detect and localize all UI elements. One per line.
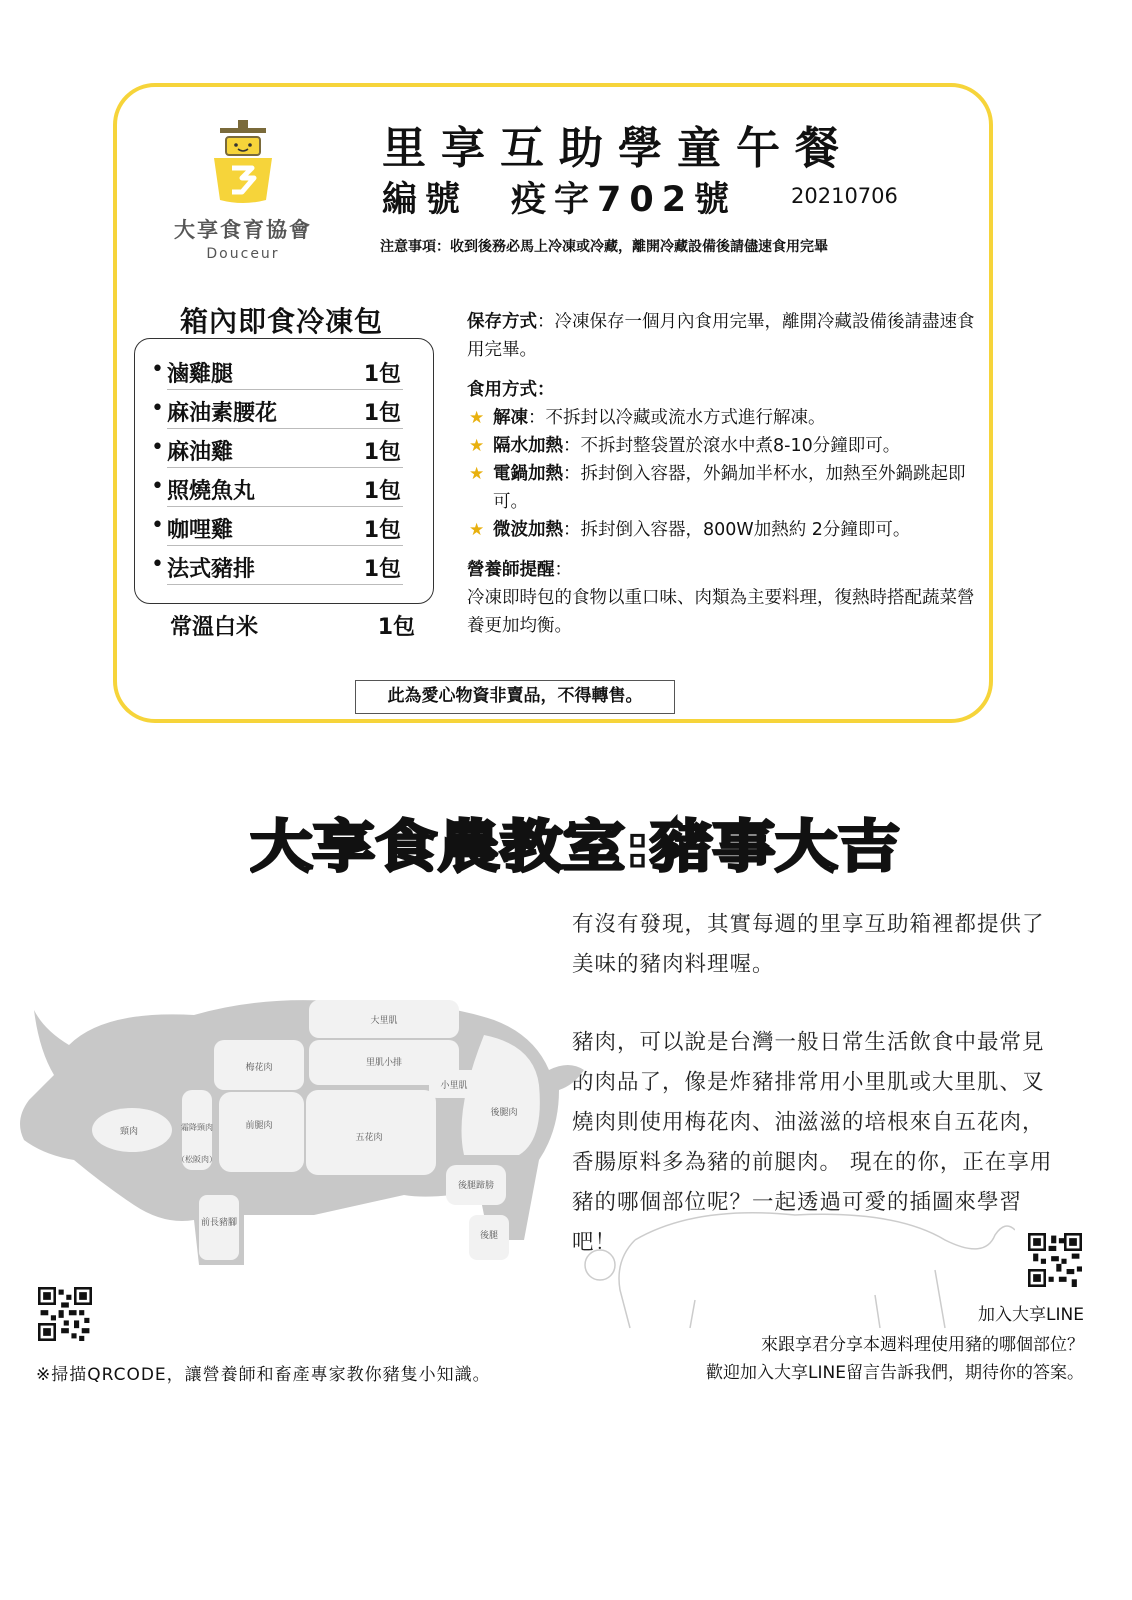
not-for-sale-note: 此為愛心物資非賣品，不得轉售。 xyxy=(355,680,675,714)
step-thaw: ★ 解凍：不拆封以冷藏或流水方式進行解凍。 xyxy=(467,404,977,432)
bullet-icon: • xyxy=(151,435,164,460)
item-qty: 1包 xyxy=(363,362,401,387)
rice-name: 常溫白米 xyxy=(170,615,259,640)
list-item xyxy=(151,507,417,546)
svg-text:梅花肉: 梅花肉 xyxy=(245,1063,273,1073)
list-item xyxy=(151,468,417,507)
step-microwave: ★ 微波加熱：拆封倒入容器，800W加熱約 2分鐘即可。 xyxy=(467,516,977,544)
step-rice-cooker: ★ 電鍋加熱：拆封倒入容器，外鍋加半杯水，加熱至外鍋跳起即可。 xyxy=(467,460,977,516)
item-qty: 1包 xyxy=(363,479,401,504)
item-list xyxy=(134,338,434,604)
svg-text:後腿蹄膀: 後腿蹄膀 xyxy=(457,1181,495,1191)
bullet-icon: • xyxy=(151,357,164,382)
nutrition-label: 營養師提醒 xyxy=(467,560,555,580)
logo-name: 大享食育協會 xyxy=(174,218,312,242)
join-line-link: 加入大享LINE xyxy=(978,1305,1084,1325)
item-name: 麻油雞 xyxy=(167,440,234,465)
nutrition-text: 冷凍即時包的食物以重口味、肉類為主要料理，復熱時搭配蔬菜營養更加均衡。 xyxy=(467,588,975,636)
item-name: 法式豬排 xyxy=(167,557,256,582)
serial-number: 編號 疫字702號 xyxy=(382,180,738,220)
date: 20210706 xyxy=(791,184,898,208)
pig-outline-decoration xyxy=(575,1200,1015,1330)
divider xyxy=(167,584,403,585)
classroom-title xyxy=(250,810,910,880)
svg-text:大享食農教室:豬事大吉: 大享食農教室:豬事大吉 xyxy=(250,815,900,880)
svg-text:里肌小排: 里肌小排 xyxy=(365,1058,403,1068)
qrcode-icon[interactable] xyxy=(38,1287,92,1341)
item-qty: 1包 xyxy=(363,518,401,543)
page-title: 里享互助學童午餐 xyxy=(382,123,854,174)
storage-label: 保存方式 xyxy=(467,312,537,332)
bullet-icon: • xyxy=(151,474,164,499)
svg-text:小里肌: 小里肌 xyxy=(440,1081,468,1091)
notice: 注意事項：收到後務必馬上冷凍或冷藏，離開冷藏設備後請儘速食用完畢 xyxy=(380,239,828,255)
item-qty: 1包 xyxy=(363,401,401,426)
star-icon: ★ xyxy=(469,408,485,428)
svg-text:頸肉: 頸肉 xyxy=(119,1127,139,1137)
list-item xyxy=(151,351,417,390)
list-item xyxy=(151,390,417,429)
pig-cuts-diagram xyxy=(14,990,604,1290)
box-title: 箱內即食冷凍包 xyxy=(180,305,384,338)
line-message-1: 來跟享君分享本週料理使用豬的哪個部位？ xyxy=(761,1335,1084,1355)
bullet-icon: • xyxy=(151,552,164,577)
usage-label: 食用方式： xyxy=(467,380,555,400)
svg-text:大里肌: 大里肌 xyxy=(370,1016,398,1026)
svg-text:後腿: 後腿 xyxy=(479,1231,499,1241)
logo-sub: Douceur xyxy=(206,246,280,262)
star-icon: ★ xyxy=(469,436,485,456)
item-qty: 1包 xyxy=(363,440,401,465)
item-name: 照燒魚丸 xyxy=(167,479,256,504)
rice-item xyxy=(170,610,415,641)
intro-paragraph: 有沒有發現，其實每週的里享互助箱裡都提供了美味的豬肉料理喔。 xyxy=(572,912,1045,977)
qrcode-note: ※掃描QRCODE，讓營養師和畜產專家教你豬隻小知識。 xyxy=(36,1365,491,1385)
step-steam: ★ 隔水加熱：不拆封整袋置於滾水中煮8-10分鐘即可。 xyxy=(467,432,977,460)
list-item xyxy=(151,429,417,468)
svg-text:前長豬腳: 前長豬腳 xyxy=(200,1218,238,1228)
item-name: 咖哩雞 xyxy=(167,518,234,543)
star-icon: ★ xyxy=(469,520,485,540)
bullet-icon: • xyxy=(151,513,164,538)
svg-text:後腿肉: 後腿肉 xyxy=(490,1108,518,1118)
logo-icon xyxy=(208,120,278,204)
svg-text:霜降頸肉: 霜降頸肉 xyxy=(181,1123,213,1132)
rice-qty: 1包 xyxy=(377,615,415,640)
logo xyxy=(168,120,318,262)
pork-paragraph: 豬肉，可以說是台灣一般日常生活飲食中最常見的肉品了，像是炸豬排常用小里肌或大里肌、叉燒肉則使用梅花肉、油滋滋的培根來自五花肉，香腸原料多為豬的前腿肉。 現在的你，正在享用豬的哪個部位呢？一起透過可愛的插圖來學習吧！ xyxy=(572,1030,1053,1255)
list-item xyxy=(151,546,417,585)
bullet-icon: • xyxy=(151,396,164,421)
svg-text:前腿肉: 前腿肉 xyxy=(245,1121,273,1131)
star-icon: ★ xyxy=(469,464,485,484)
item-qty: 1包 xyxy=(363,557,401,582)
svg-text:五花肉: 五花肉 xyxy=(355,1133,383,1143)
usage-info: 保存方式：冷凍保存一個月內食用完畢，離開冷藏設備後請盡速食用完畢。 食用方式： ★ 解凍：不拆封以冷藏或流水方式進行解凍。 ★ 隔水加熱：不拆封整袋置於滾水中煮8-10分鐘即可。 ★ 電鍋加熱：拆封倒入容器，外鍋加半杯水，加熱至外鍋跳起即可。 ★ 微波加熱：拆封倒入容器，800W加熱約 2分鐘即可。 營養師提醒： 冷凍即時包的食物以重口味、肉類為主要料理，復熱時搭配蔬菜營養更加均衡。 xyxy=(467,308,977,640)
svg-text:（松阪肉）: （松阪肉） xyxy=(177,1155,217,1164)
line-qrcode-icon[interactable] xyxy=(1028,1233,1082,1287)
line-message-2: 歡迎加入大享LINE留言告訴我們，期待你的答案。 xyxy=(706,1363,1084,1383)
item-name: 麻油素腰花 xyxy=(167,401,278,426)
storage-text: ：冷凍保存一個月內食用完畢，離開冷藏設備後請盡速食用完畢。 xyxy=(467,312,975,360)
item-name: 滷雞腿 xyxy=(167,362,234,387)
